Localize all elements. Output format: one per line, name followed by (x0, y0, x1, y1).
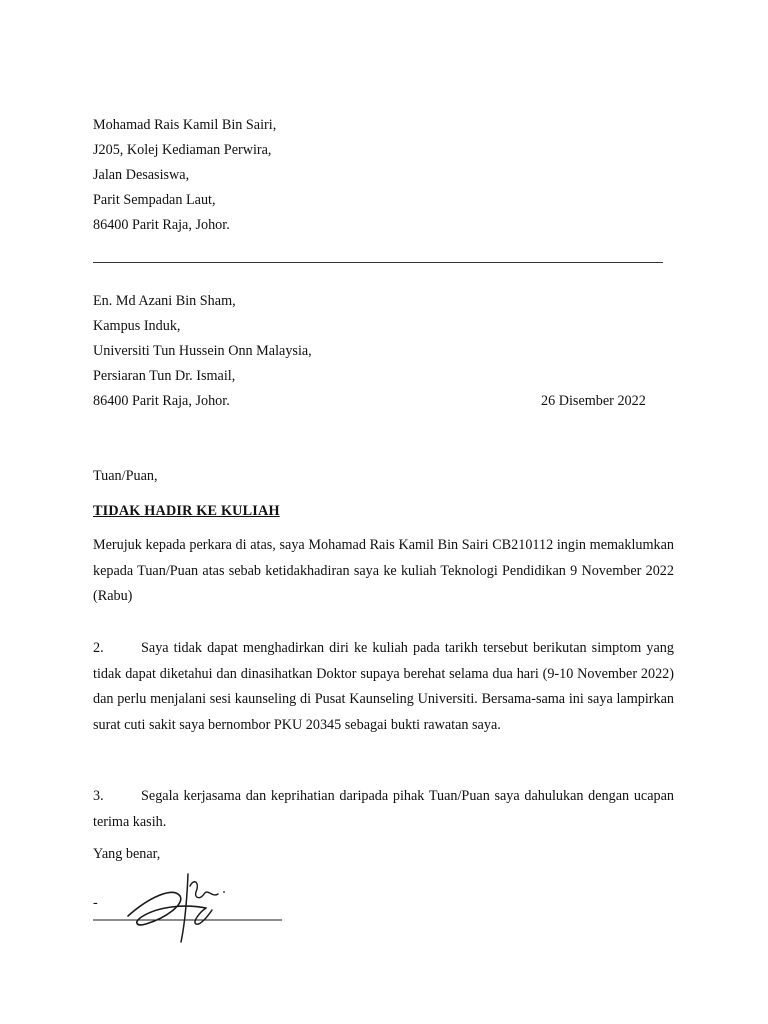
sender-address-line: 86400 Parit Raja, Johor. (93, 217, 230, 233)
signature-dash: - (93, 895, 98, 911)
paragraph-number: 3. (93, 788, 104, 804)
recipient-address-line: Persiaran Tun Dr. Ismail, (93, 368, 236, 384)
sender-address-line: Jalan Desasiswa, (93, 167, 190, 183)
salutation: Tuan/Puan, (93, 468, 158, 484)
recipient-address-line: 86400 Parit Raja, Johor. (93, 393, 230, 409)
recipient-name: En. Md Azani Bin Sham, (93, 293, 236, 309)
paragraph-1: Merujuk kepada perkara di atas, saya Mohamad Rais Kamil Bin Sairi CB210112 ingin memaklumkan kepada Tuan/Puan atas sebab ketidakhadiran saya ke kuliah Teknologi Pendidikan 9 November 2022 (Rabu) (93, 537, 674, 604)
paragraph-2 (93, 636, 674, 738)
closing: Yang benar, (93, 846, 161, 862)
recipient-address-line: Universiti Tun Hussein Onn Malaysia, (93, 343, 312, 359)
subject-heading: TIDAK HADIR KE KULIAH (93, 503, 280, 519)
signature-image (88, 868, 288, 948)
header-divider (93, 262, 663, 263)
paragraph-3 (93, 784, 674, 835)
sender-address-line: J205, Kolej Kediaman Perwira, (93, 142, 272, 158)
paragraph-number: 2. (93, 640, 104, 656)
recipient-address-line: Kampus Induk, (93, 318, 181, 334)
sender-name: Mohamad Rais Kamil Bin Sairi, (93, 117, 277, 133)
paragraph-text: Saya tidak dapat menghadirkan diri ke kuliah pada tarikh tersebut berikutan simptom yang tidak dapat diketahui dan dinasihatkan Doktor supaya berehat selama dua hari (9-10 November 2022) dan perlu menjalani sesi kaunseling di Pusat Kaunseling Universiti. Bersama-sama ini saya lampirkan surat cuti sakit saya bernombor PKU 20345 sebagai bukti rawatan saya. (93, 640, 674, 733)
letter-date: 26 Disember 2022 (541, 393, 646, 409)
sender-address-line: Parit Sempadan Laut, (93, 192, 216, 208)
paragraph-text: Segala kerjasama dan keprihatian daripada pihak Tuan/Puan saya dahulukan dengan ucapan terima kasih. (93, 788, 674, 830)
